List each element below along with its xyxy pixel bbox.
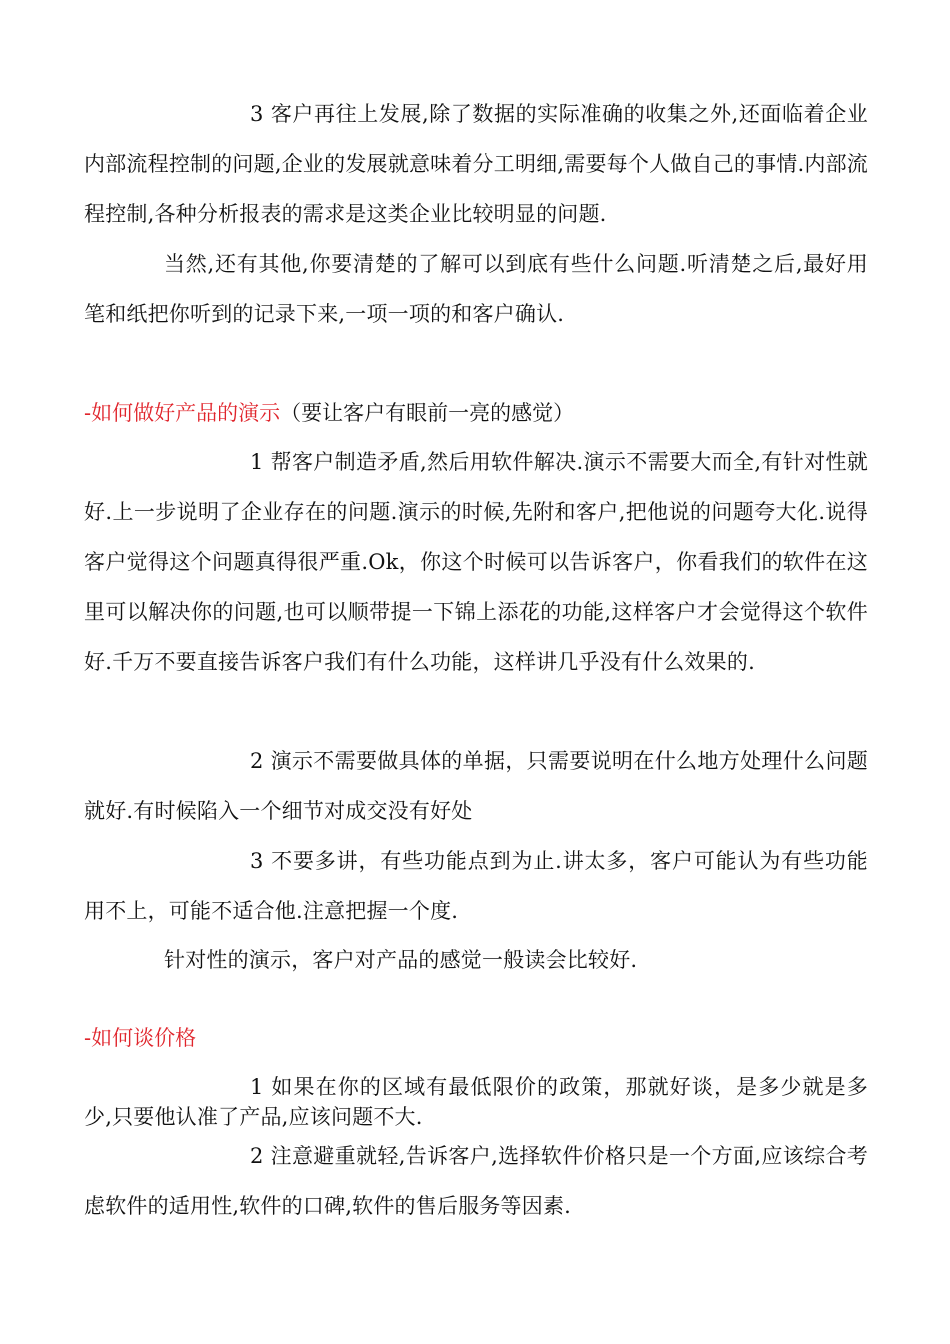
heading-product-demo-note: （要让客户有眼前一亮的感觉） (280, 401, 575, 425)
heading-price-negotiation-title: -如何谈价格 (84, 1026, 197, 1050)
paragraph-demo-documents: 2 演示不需要做具体的单据，只需要说明在什么地方处理什么问题就好.有时候陷入一个细节对成交没有好处 (84, 749, 868, 823)
paragraph-client-growth: 3 客户再往上发展,除了数据的实际准确的收集之外,还面临着企业内部流程控制的问题,企业的发展就意味着分工明细,需要每个人做自己的事情.内部流程控制,各种分析报表的需求是这类企业比较明显的问题. (84, 102, 868, 226)
heading-product-demo-title: -如何做好产品的演示 (84, 401, 281, 425)
paragraph-other-issues: 当然,还有其他,你要清楚的了解可以到底有些什么问题.听清楚之后,最好用笔和纸把你听到的记录下来,一项一项的和客户确认. (84, 252, 868, 326)
heading-product-demo (84, 388, 574, 438)
paragraph-price-floor: 1 如果在你的区域有最低限价的政策，那就好谈，是多少就是多少,只要他认准了产品,应该问题不大. (84, 1075, 868, 1129)
paragraph-price-factors: 2 注意避重就轻,告诉客户,选择软件价格只是一个方面,应该综合考虑软件的适用性,软件的口碑,软件的售后服务等因素. (84, 1144, 868, 1218)
paragraph-demo-summary: 针对性的演示，客户对产品的感觉一般读会比较好. (164, 948, 638, 972)
paragraph-demo-brevity: 3 不要多讲，有些功能点到为止.讲太多，客户可能认为有些功能用不上，可能不适合他.注意把握一个度. (84, 849, 868, 923)
heading-price-negotiation (84, 1013, 196, 1063)
paragraph-demo-conflict: 1 帮客户制造矛盾,然后用软件解决.演示不需要大而全,有针对性就好.上一步说明了企业存在的问题.演示的时候,先附和客户,把他说的问题夸大化.说得客户觉得这个问题真得很严重.Ok，你这个时候可以告诉客户，你看我们的软件在这里可以解决你的问题,也可以顺带提一下锦上添花的功能,这样客户才会觉得这个软件好.千万不要直接告诉客户我们有什么功能，这样讲几乎没有什么效果的. (84, 450, 868, 674)
